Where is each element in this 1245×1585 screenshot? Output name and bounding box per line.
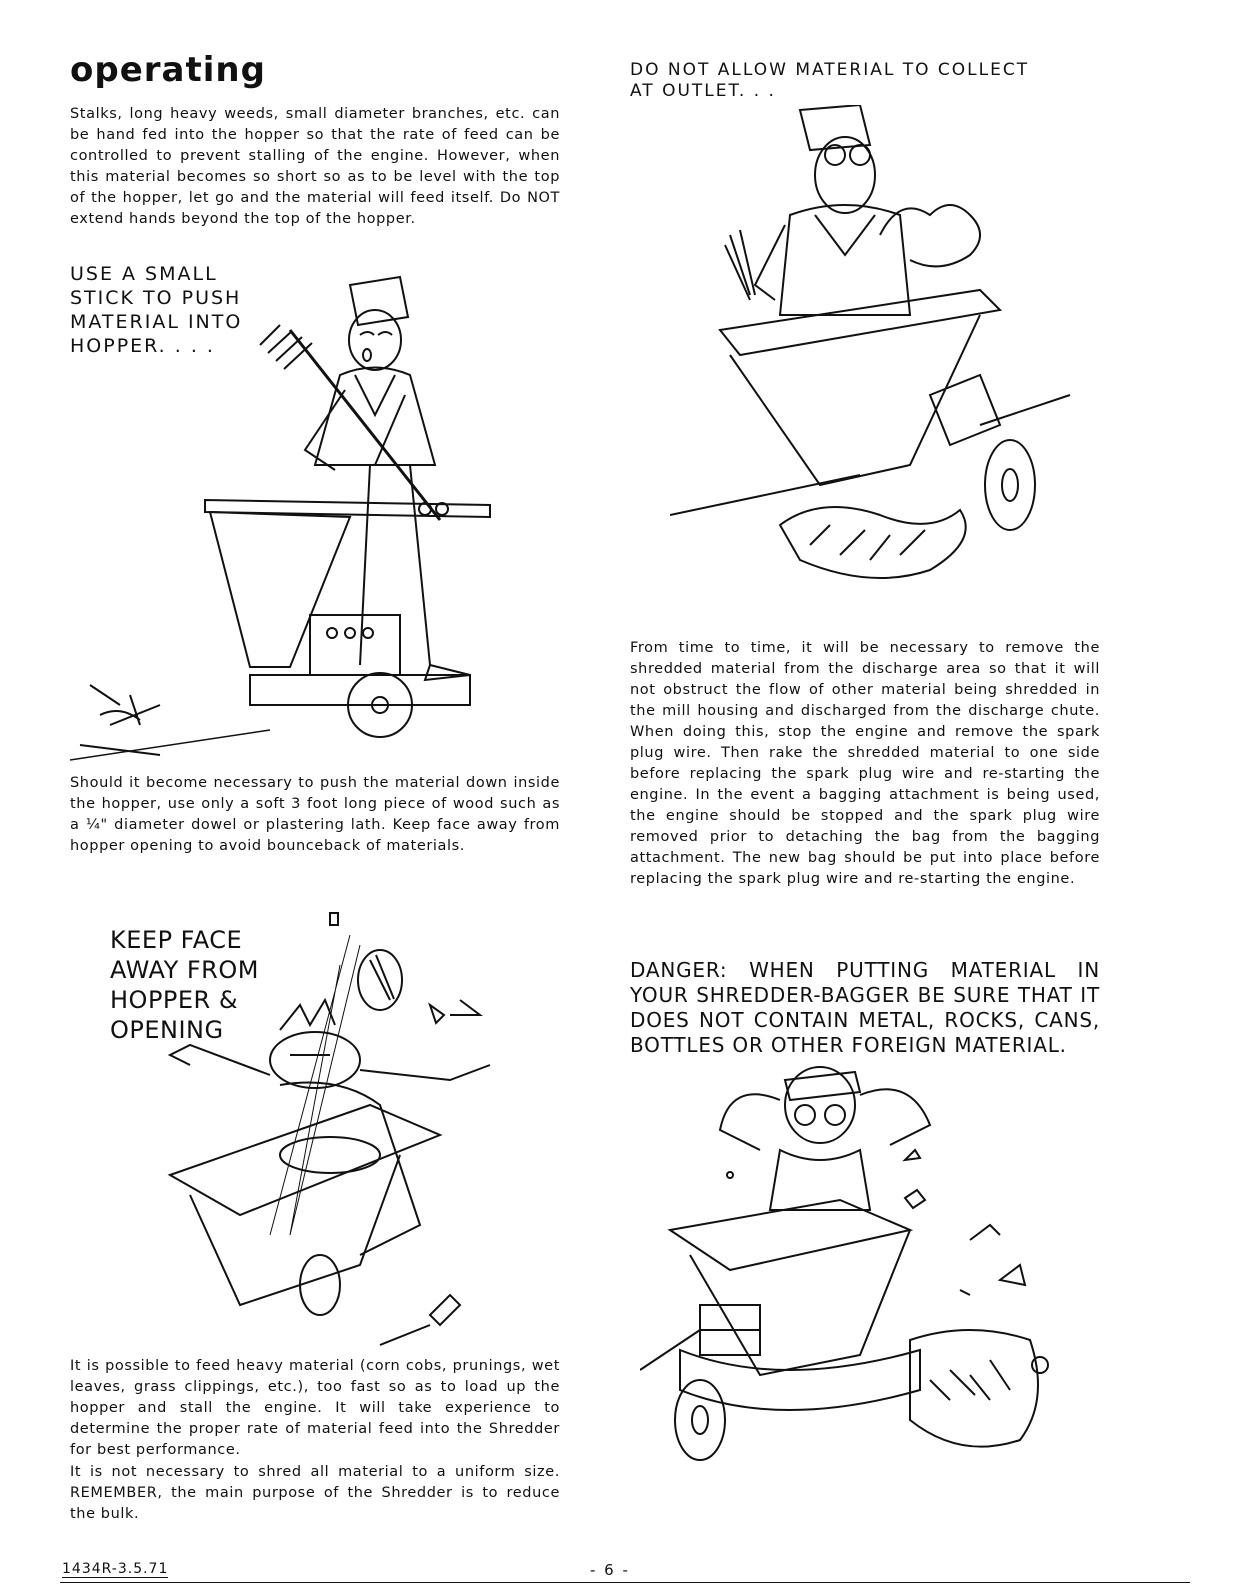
illustration-foreign-material <box>640 1040 1100 1480</box>
left-para-3 <box>70 1356 560 1461</box>
danger-warning-text: DANGER: WHEN PUTTING MATERIAL IN YOUR SHREDDER-BAGGER BE SURE THAT IT DOES NOT CONTAIN METAL, ROCKS, CANS, BOTTLES OR OTHER FOREIGN MATERIAL. <box>630 958 1100 1057</box>
left-para-3-text: It is possible to feed heavy material (corn cobs, prunings, wet leaves, grass clippings, etc.), too fast so as to load up the hopper and stall the engine. It will take experience to determine the proper rate of material feed into the Shredder for best performance. <box>70 1358 560 1458</box>
page-number: - 6 - <box>590 1561 630 1579</box>
intro-paragraph: Stalks, long heavy weeds, small diameter branches, etc. can be hand fed into the hopper so that the rate of feed can be controlled to prevent stalling of the engine. However, when this material becomes so short so as to be level with the top of the hopper, let go and the material will feed itself. Do NOT extend hands beyond the top of the hopper. <box>70 106 560 227</box>
illustration-bounceback <box>130 905 560 1355</box>
left-para-4 <box>70 1462 560 1525</box>
right-column <box>630 60 1100 102</box>
right-para-1-text: From time to time, it will be necessary to remove the shredded material from the discharge area so that it will not obstruct the flow of other material being shredded in the mill housing and discharged from the discharge chute. When doing this, stop the engine and remove the spark plug wire. Then rake the shredded material to one side before replacing the spark plug wire and re-starting the engine. In the event a bagging attachment is being used, the engine should be stopped and the spark plug wire removed prior to detaching the bag from the bagging attachment. The new bag should be put into place before replacing the spark plug wire and re-starting the engine. <box>630 640 1100 887</box>
illustration-outlet <box>670 105 1090 625</box>
caption-outlet-warning: DO NOT ALLOW MATERIAL TO COLLECT AT OUTLET. . . <box>630 60 1030 101</box>
illustration-push-stick <box>70 255 560 775</box>
left-para-2 <box>70 773 560 857</box>
caption-push-stick-text: USE A SMALL STICK TO PUSH MATERIAL INTO HOPPER. . . . <box>70 263 243 357</box>
left-para-2-text: Should it become necessary to push the material down inside the hopper, use only a soft 3 foot long piece of wood such as a ¼" diameter dowel or plastering lath. Keep face away from hopper opening to avoid bounceback of materials. <box>70 775 560 854</box>
footer-rule <box>60 1582 1190 1583</box>
right-para-1 <box>630 638 1100 890</box>
left-para-4-text: It is not necessary to shred all material to a uniform size. REMEMBER, the main purpose of the Shredder is to reduce the bulk. <box>70 1464 560 1522</box>
left-column <box>70 50 560 230</box>
page-title: operating <box>70 50 266 90</box>
document-code: 1434R-3.5.71 <box>62 1561 169 1577</box>
caption-keep-face-away-text: KEEP FACE AWAY FROM HOPPER & OPENING <box>110 926 259 1044</box>
